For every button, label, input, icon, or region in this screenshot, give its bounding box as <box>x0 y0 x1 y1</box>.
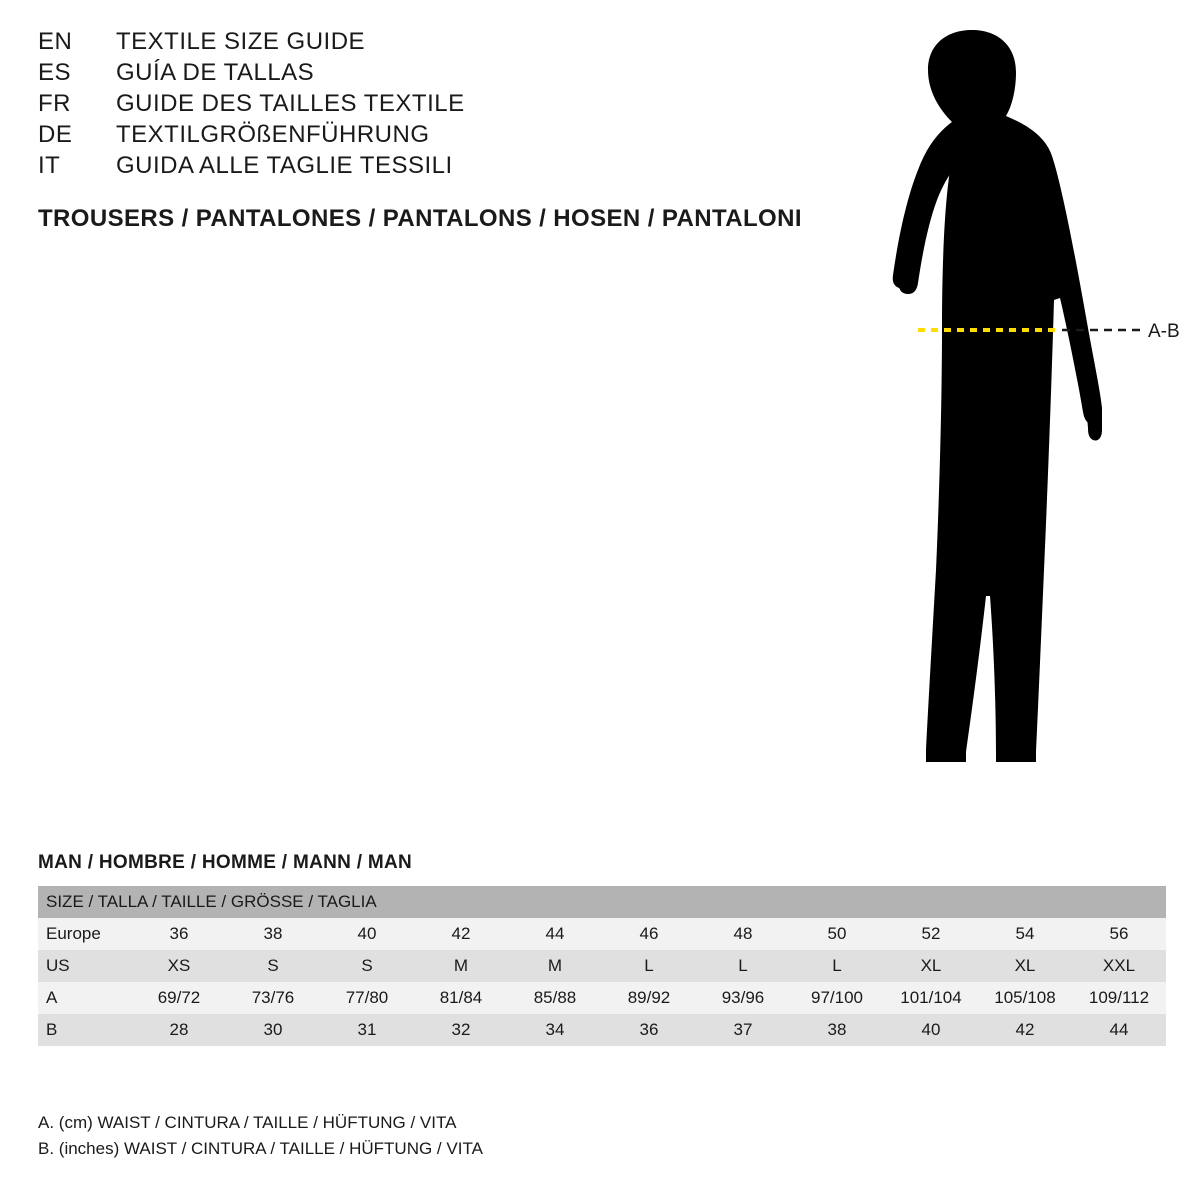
cell: XS <box>132 950 226 982</box>
cell: L <box>790 950 884 982</box>
cell: 109/112 <box>1072 982 1166 1014</box>
footnotes-block <box>38 1110 938 1162</box>
cell: 30 <box>226 1014 320 1046</box>
figure-illustration <box>800 10 1200 810</box>
cell: 36 <box>602 1014 696 1046</box>
cell: 46 <box>602 918 696 950</box>
cell: 97/100 <box>790 982 884 1014</box>
cell: S <box>320 950 414 982</box>
language-title: GUÍA DE TALLAS <box>116 59 315 86</box>
cell: M <box>414 950 508 982</box>
cell: 44 <box>1072 1014 1166 1046</box>
footnote-b: B. (inches) WAIST / CINTURA / TAILLE / HÜFTUNG / VITA <box>38 1139 483 1158</box>
row-label: B <box>38 1014 132 1046</box>
table-row <box>38 918 1166 950</box>
cell: 42 <box>978 1014 1072 1046</box>
cell: 105/108 <box>978 982 1072 1014</box>
language-row <box>38 121 818 152</box>
cell: 48 <box>696 918 790 950</box>
cell: 56 <box>1072 918 1166 950</box>
language-code: FR <box>38 90 71 117</box>
cell: 81/84 <box>414 982 508 1014</box>
cell: 38 <box>226 918 320 950</box>
language-code: DE <box>38 121 73 148</box>
cell: 37 <box>696 1014 790 1046</box>
garment-type-line: TROUSERS / PANTALONES / PANTALONS / HOSEN / PANTALONI <box>38 205 802 232</box>
cell: M <box>508 950 602 982</box>
cell: 40 <box>884 1014 978 1046</box>
table-header-label: SIZE / TALLA / TAILLE / GRÖSSE / TAGLIA <box>38 886 1166 918</box>
cell: XXL <box>1072 950 1166 982</box>
cell: 85/88 <box>508 982 602 1014</box>
cell: 44 <box>508 918 602 950</box>
cell: 69/72 <box>132 982 226 1014</box>
language-row <box>38 90 818 121</box>
table-row <box>38 950 1166 982</box>
cell: 52 <box>884 918 978 950</box>
cell: S <box>226 950 320 982</box>
cell: 36 <box>132 918 226 950</box>
cell: 32 <box>414 1014 508 1046</box>
cell: 93/96 <box>696 982 790 1014</box>
cell: XL <box>884 950 978 982</box>
cell: 101/104 <box>884 982 978 1014</box>
cell: 54 <box>978 918 1072 950</box>
cell: L <box>696 950 790 982</box>
cell: 34 <box>508 1014 602 1046</box>
gender-label: MAN / HOMBRE / HOMME / MANN / MAN <box>38 852 413 873</box>
language-code: ES <box>38 59 72 86</box>
language-title: GUIDE DES TAILLES TEXTILE <box>116 90 465 117</box>
row-label: Europe <box>38 918 132 950</box>
language-title: TEXTILGRÖßENFÜHRUNG <box>116 121 430 148</box>
language-row <box>38 28 818 59</box>
cell: 38 <box>790 1014 884 1046</box>
cell: 42 <box>414 918 508 950</box>
row-label: US <box>38 950 132 982</box>
cell: 28 <box>132 1014 226 1046</box>
cell: 73/76 <box>226 982 320 1014</box>
cell: 89/92 <box>602 982 696 1014</box>
cell: 40 <box>320 918 414 950</box>
cell: L <box>602 950 696 982</box>
male-silhouette-icon <box>800 10 1200 810</box>
footnote-a: A. (cm) WAIST / CINTURA / TAILLE / HÜFTUNG / VITA <box>38 1113 457 1132</box>
cell: XL <box>978 950 1072 982</box>
language-title: GUIDA ALLE TAGLIE TESSILI <box>116 152 453 179</box>
language-code: EN <box>38 28 73 55</box>
language-title: TEXTILE SIZE GUIDE <box>116 28 366 55</box>
table-row <box>38 982 1166 1014</box>
header-block <box>38 28 818 233</box>
row-label: A <box>38 982 132 1014</box>
cell: 77/80 <box>320 982 414 1014</box>
cell: 50 <box>790 918 884 950</box>
size-table-section <box>38 852 1166 1046</box>
language-row <box>38 152 818 183</box>
language-row <box>38 59 818 90</box>
cell: 31 <box>320 1014 414 1046</box>
measure-label: A-B <box>1148 321 1180 342</box>
size-table <box>38 886 1166 1046</box>
table-row <box>38 1014 1166 1046</box>
table-header-row <box>38 886 1166 918</box>
language-code: IT <box>38 152 61 179</box>
